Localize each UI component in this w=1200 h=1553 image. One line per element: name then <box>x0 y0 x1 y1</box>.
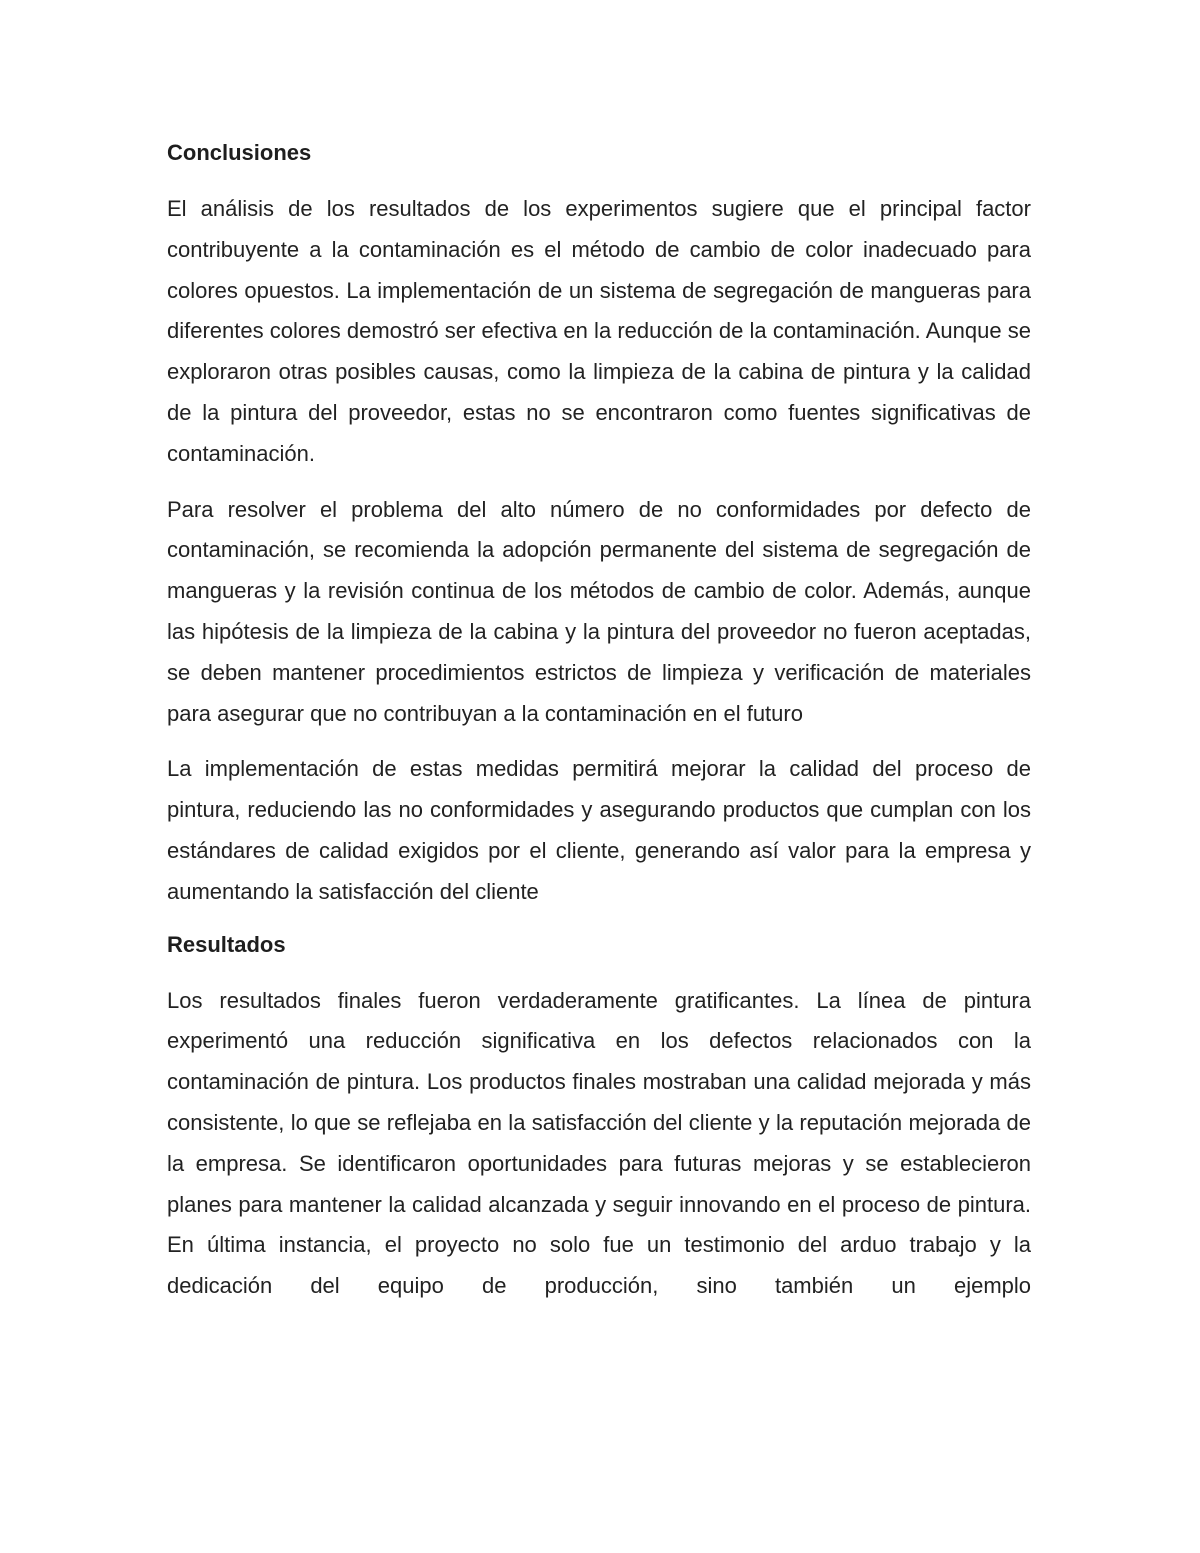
paragraph: Para resolver el problema del alto número de no conformidades por defecto de contaminación, se recomienda la adopción permanente del sistema de segregación de mangueras y la revisión continua de los métodos de cambio de color. Además, aunque las hipótesis de la limpieza de la cabina y la pintura del proveedor no fueron aceptadas, se deben mantener procedimientos estrictos de limpieza y verificación de materiales para asegurar que no contribuyan a la contaminación en el futuro <box>167 496 1031 726</box>
paragraph: Los resultados finales fueron verdaderamente gratificantes. La línea de pintura experimentó una reducción significativa en los defectos relacionados con la contaminación de pintura. Los productos finales mostraban una calidad mejorada y más consistente, lo que se reflejaba en la satisfacción del cliente y la reputación mejorada de la empresa. Se identificaron oportunidades para futuras mejoras y se establecieron planes para mantener la calidad alcanzada y seguir innovando en el proceso de pintura. En última instancia, el proyecto no solo fue un testimonio del arduo trabajo y la dedicación del equipo de producción, sino también un ejemplo <box>167 987 1031 1299</box>
paragraph: La implementación de estas medidas permitirá mejorar la calidad del proceso de pintura, reduciendo las no conformidades y asegurando productos que cumplan con los estándares de calidad exigidos por el cliente, generando así valor para la empresa y aumentando la satisfacción del cliente <box>167 756 1031 904</box>
document-page <box>167 136 1031 1322</box>
paragraph: El análisis de los resultados de los experimentos sugiere que el principal factor contribuyente a la contaminación es el método de cambio de color inadecuado para colores opuestos. La implementación de un sistema de segregación de mangueras para diferentes colores demostró ser efectiva en la reducción de la contaminación. Aunque se exploraron otras posibles causas, como la limpieza de la cabina de pintura y la calidad de la pintura del proveedor, estas no se encontraron como fuentes significativas de contaminación. <box>167 196 1031 466</box>
section-heading-conclusiones: Conclusiones <box>167 140 312 165</box>
section-heading-resultados: Resultados <box>167 931 286 957</box>
